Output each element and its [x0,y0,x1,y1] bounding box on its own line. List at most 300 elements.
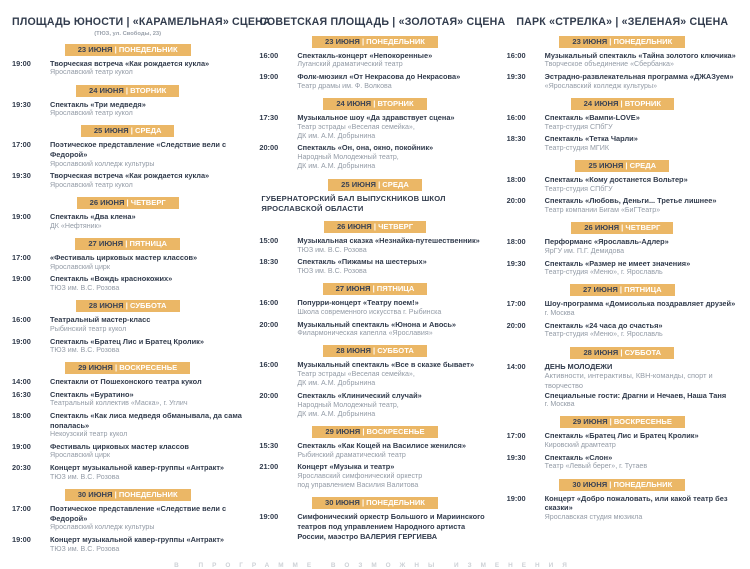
weekday-label: | ПОНЕДЕЛЬНИК [114,44,178,54]
event-venue: под управлением Василия Валитова [297,481,419,490]
event-venue: Рыбинский драматический театр [297,450,406,459]
weekday-label: | ПОНЕДЕЛЬНИК [114,490,178,500]
day-section [12,300,243,355]
event-body [285,143,490,171]
event-body [533,431,738,450]
event-venue: Некоузский театр кукол [50,430,128,439]
day-section [259,426,490,490]
event-row [507,453,738,472]
event-title: Спектакль «Два клена» [50,212,136,222]
event-body [285,360,490,388]
event-time: 19:30 [506,258,526,268]
event-row [12,411,243,439]
date-header [77,197,179,209]
weekday-label: | СУББОТА [373,346,414,356]
weekday-label: | СУББОТА [620,347,662,357]
weekday-label: | ПОНЕДЕЛЬНИК [609,479,673,489]
event-time: 21:00 [259,462,279,472]
event-time: 16:00 [259,50,279,60]
event-time: 17:00 [506,299,526,309]
event-title: Фестиваль цирковых мастер классов [50,441,189,451]
day-section [259,497,490,541]
event-time: 17:00 [506,431,526,441]
event-venue: ДК «Нефтяник» [50,221,102,230]
event-title: ДЕНЬ МОЛОДЕЖИ [544,361,613,371]
date-label: 27 ИЮНЯ [582,285,620,295]
stage-columns [12,14,738,554]
event-venue: ТЮЗ им. В.С. Розова [297,266,367,275]
event-time: 19:00 [12,441,31,451]
event-venue: Театральный коллектив «Маска», г. Углич [50,399,188,408]
date-header [65,362,190,374]
date-header [571,98,674,110]
date-label: 24 ИЮНЯ [583,98,621,108]
day-section [12,362,243,482]
event-title: Шоу-программа «Домисолька поздравляет друзей» [544,299,736,309]
event-title: Творческая встреча «Как рождается кукла» [50,58,210,68]
event-row [507,494,738,522]
event-row [12,171,243,190]
event-venue: Рыбинский театр кукол [50,324,127,333]
stage-title: СОВЕТСКАЯ ПЛОЩАДЬ | «ЗОЛОТАЯ» СЦЕНА [259,16,506,28]
date-label: 23 ИЮНЯ [77,44,115,54]
date-header [312,497,438,509]
event-body [38,442,243,461]
weekday-label: | ЧЕТВЕРГ [126,198,166,208]
event-body [533,237,738,256]
event-body [38,390,243,409]
date-header [559,479,685,491]
event-body [533,494,738,522]
event-time: 19:00 [12,58,31,68]
event-row [12,463,243,482]
event-title: Симфонический оркестр Большого и Мариинского театров под управлением Народного артиста России, маэстро ВАЛЕРИЯ ГЕРГИЕВА [297,512,485,541]
weekday-label: | СРЕДА [625,161,657,171]
event-row [507,113,738,132]
event-time: 19:00 [259,72,279,82]
event-body [38,253,243,272]
day-section [507,36,738,91]
event-venue: Театр-студия «Меню», г. Ярославль [544,268,663,277]
event-row [507,237,738,256]
event-time: 19:00 [506,493,526,503]
date-label: 25 ИЮНЯ [341,179,379,189]
date-label: 26 ИЮНЯ [336,222,374,232]
event-title: Концерт музыкальной кавер-группы «Антракт» [50,463,225,473]
event-time: 20:00 [506,196,526,206]
event-venue: ДК им. А.М. Добрынина [297,379,376,388]
event-venue: «Ярославский колледж культуры» [544,81,658,90]
event-venue: ТЮЗ им. В.С. Розова [50,472,120,481]
event-venue: Театр-студия СПбГУ [544,122,613,131]
event-time: 14:00 [12,377,31,387]
day-section [507,347,738,410]
event-time: 19:30 [506,72,526,82]
event-body [533,299,738,318]
event-time: 20:30 [12,463,31,473]
event-body [533,134,738,153]
event-venue: Ярославский театр кукол [50,68,133,77]
event-time: 17:00 [12,253,31,263]
event-body [285,113,490,141]
weekday-label: | ВОСКРЕСЕНЬЕ [362,427,425,437]
event-time: 16:30 [12,389,31,399]
weekday-label: | ВТОРНИК [620,98,661,108]
event-row [507,134,738,153]
event-time: 20:00 [259,143,279,153]
date-label: 28 ИЮНЯ [583,347,621,357]
event-time: 19:00 [12,274,31,284]
event-venue: Ярославский симфонический оркестр [297,471,423,480]
event-time: 19:30 [506,452,526,462]
event-row [12,535,243,554]
event-time: 19:30 [12,99,31,109]
event-title: Спектакль «Братец Лис и Братец Кролик» [544,431,699,441]
event-title: Музыкальный спектакль «Тайна золотого ключика» [544,50,736,60]
date-label: 26 ИЮНЯ [584,223,622,233]
event-time: 16:00 [259,360,279,370]
day-section [259,36,490,91]
date-label: 28 ИЮНЯ [88,301,126,311]
weekday-label: | ПЯТНИЦА [125,239,167,249]
event-body [38,274,243,293]
event-row [259,298,490,317]
event-title: Спектакль «24 часа до счастья» [544,320,663,330]
event-venue: ТЮЗ им. В.С. Розова [50,346,120,355]
event-venue: ТЮЗ им. В.С. Розова [297,245,367,254]
event-title: Спектакль «Слон» [544,452,613,462]
event-body [285,391,490,419]
stage-title: ПАРК «СТРЕЛКА» | «ЗЕЛЕНАЯ» СЦЕНА [516,16,729,28]
event-row [12,59,243,78]
event-title: Спектакль «Три медведя» [50,99,146,109]
event-title: Спектакль «Братец Лис и Братец Кролик» [50,336,204,346]
event-title: Концерт музыкальной кавер-группы «Антракт» [50,535,225,545]
event-time: 18:00 [506,175,526,185]
event-time: 18:30 [259,257,279,267]
event-body [38,377,243,387]
event-body [38,315,243,334]
event-row [12,140,243,168]
event-time: 19:00 [259,512,279,522]
event-time: 20:00 [259,319,279,329]
event-row [259,257,490,276]
weekday-label: | ВОСКРЕСЕНЬЕ [114,363,178,373]
event-title: Спектакль-концерт «Непокоренные» [297,50,433,60]
event-title: Фолк-мюзикл «От Некрасова до Некрасова» [297,72,461,82]
weekday-label: | ВОСКРЕСЕНЬЕ [609,417,672,427]
day-section [259,345,490,419]
event-title: Спектакль «Вампи-LOVE» [544,112,640,122]
event-venue: Ярославский театр кукол [50,109,133,118]
event-title: Спектакль «Как Кощей на Василисе женился» [297,441,466,451]
event-body [38,59,243,78]
event-title: Концерт «Добро пожаловать, или какой театр без сказки» [544,493,728,513]
day-section [12,197,243,231]
event-title: Попурри-концерт «Театру поем!» [297,298,419,308]
date-label: 29 ИЮНЯ [325,427,363,437]
stage-column-zelenaya [507,14,738,554]
event-body [38,535,243,554]
day-section [507,222,738,277]
event-row [259,320,490,339]
day-section [259,179,490,215]
event-title: Спектакль «Как лиса медведя обманывала, да сама попалась» [50,410,242,430]
event-body [533,321,738,340]
event-title: Спектакли от Пошехонского театра кукол [50,377,202,387]
event-venue: Театр эстрады «Веселая семейка», [297,122,415,131]
event-body [38,171,243,190]
date-header [570,284,675,296]
event-venue: Театр «Левый берег», г. Тутаев [544,462,648,471]
event-body [38,337,243,356]
event-body [533,453,738,472]
day-section [507,98,738,153]
date-header [312,36,438,48]
event-row [507,362,738,410]
event-title: Творческая встреча «Как рождается кукла» [50,171,210,181]
event-row [507,321,738,340]
weekday-label: | ЧЕТВЕРГ [621,223,661,233]
event-row [12,253,243,272]
day-section [507,160,738,215]
event-venue: Театр-студия «Меню», г. Ярославль [544,330,663,339]
event-time: 16:00 [12,315,31,325]
stage-column-zolotaya [259,14,506,554]
event-body [285,51,490,70]
event-venue: Народный Молодежный театр, [297,153,399,162]
event-time: 19:00 [12,336,31,346]
event-venue: ТЮЗ им. В.С. Розова [50,544,120,553]
event-body [285,320,490,339]
event-venue: Театр-студия СПбГУ [544,184,613,193]
event-body [38,212,243,231]
event-time: 18:00 [12,410,31,420]
event-venue: Театр драмы им. Ф. Волкова [297,81,392,90]
event-time: 15:00 [259,236,279,246]
date-header [560,416,685,428]
event-time: 19:30 [12,171,31,181]
event-time: 20:00 [506,320,526,330]
event-time: 16:00 [506,112,526,122]
event-venue: ЯрГУ им. П.Г. Демидова [544,246,625,255]
event-venue: Ярославский колледж культуры [50,159,155,168]
event-title: Спектакль «Размер не имеет значения» [544,258,691,268]
date-header [559,36,685,48]
event-title: Поэтическое представление «Следствие вели с Федорой» [50,504,227,523]
event-row [12,212,243,231]
event-row [507,175,738,194]
event-row [259,360,490,388]
event-time: 20:00 [259,390,279,400]
event-row [259,391,490,419]
event-title: Музыкальная сказка «Незнайка-путешественник» [297,236,480,246]
program-disclaimer: В ПРОГРАММЕ ВОЗМОЖНЫ ИЗМЕНЕНИЯ [174,561,576,569]
event-time: 17:00 [12,140,31,150]
event-title: «Фестиваль цирковых мастер классов» [50,253,198,263]
event-row [507,51,738,70]
event-venue: Школа современного искусства г. Рыбинска [297,307,442,316]
event-row [259,72,490,91]
event-venue: ДК им. А.М. Добрынина [297,131,376,140]
date-header [328,179,422,191]
day-section [12,85,243,119]
event-body [285,298,490,317]
event-venue: Филармоническая капелла «Ярославия» [297,329,433,338]
weekday-label: | ПЯТНИЦА [372,284,415,294]
event-row [12,274,243,293]
event-venue: ДК им. А.М. Добрынина [297,409,376,418]
event-time: 17:30 [259,112,279,122]
date-label: 29 ИЮНЯ [572,417,610,427]
event-venue: Народный Молодежный театр, [297,400,399,409]
event-body [38,100,243,119]
event-row [12,390,243,409]
event-venue: г. Москва [544,309,575,318]
event-time: 16:00 [506,50,526,60]
date-header [575,160,669,172]
event-row [12,442,243,461]
event-row [259,462,490,490]
date-header [570,347,674,359]
event-venue: Ярославский цирк [50,262,110,271]
event-time: 17:00 [12,504,31,514]
date-label: 25 ИЮНЯ [93,126,131,136]
event-venue: Ярославский колледж культуры [50,523,155,532]
date-label: 24 ИЮНЯ [88,85,126,95]
event-row [507,72,738,91]
event-venue: ДК им. А.М. Добрынина [297,162,376,171]
date-label: 23 ИЮНЯ [572,36,610,46]
day-section [259,283,490,338]
event-row [12,504,243,532]
weekday-label: | ВТОРНИК [373,98,414,108]
event-body [533,51,738,70]
stage-subtitle: (ТЮЗ, ул. Свободы, 23) [94,30,162,37]
day-section [12,238,243,293]
event-row [12,377,243,387]
event-title: Спектакль «Кому достанется Вольтер» [544,175,688,185]
weekday-label: | ПЯТНИЦА [619,285,662,295]
event-row [507,299,738,318]
event-venue: Ярославская студия мюзикла [544,512,643,521]
event-venue: Ярославский цирк [50,451,110,460]
event-venue: Кировский драмтеатр [544,440,616,449]
event-body [38,140,243,168]
day-section [507,284,738,339]
event-row [259,113,490,141]
day-section [259,221,490,276]
event-body [533,362,738,410]
event-title: Эстрадно-развлекательная программа «ДЖАЗуем» [544,72,734,82]
event-venue: ТЮЗ им. В.С. Розова [50,284,120,293]
event-title: Спектакль «Буратино» [50,389,134,399]
date-label: 30 ИЮНЯ [325,498,362,508]
event-title: Спектакль «Он, она, окно, покойник» [297,143,434,153]
weekday-label: | СРЕДА [378,179,409,189]
event-title: Музыкальное шоу «Да здравствует сцена» [297,112,455,122]
date-label: 26 ИЮНЯ [89,198,127,208]
date-label: 27 ИЮНЯ [335,284,373,294]
weekday-label: | ВТОРНИК [125,85,167,95]
event-row [12,100,243,119]
date-header [65,489,191,501]
event-title: Концерт «Музыка и театр» [297,462,395,472]
date-header [571,222,673,234]
event-venue: Театр-студия МГИК [544,143,609,152]
event-time: 19:00 [12,535,31,545]
event-guests: Специальные гости: Драгни и Нечаев, Наша Таня [544,390,727,400]
weekday-label: | ЧЕТВЕРГ [373,222,414,232]
event-row [507,259,738,278]
date-header [65,44,191,56]
weekday-label: | ПОНЕДЕЛЬНИК [361,36,425,46]
event-venue: г. Москва [544,400,575,409]
day-section [12,44,243,78]
event-row [259,441,490,460]
event-body [38,504,243,532]
event-body [285,257,490,276]
date-label: 25 ИЮНЯ [588,161,626,171]
date-label: 27 ИЮНЯ [88,239,126,249]
event-title: Спектакль «Любовь, Деньги... Третье лишнее» [544,196,717,206]
event-body [533,113,738,132]
event-title: Музыкальный спектакль «Юнона и Авось» [297,319,456,329]
event-row [259,512,490,541]
day-section [507,416,738,471]
event-venue: Творческое объединение «Сбербанка» [544,60,674,69]
event-title: Спектакль «Вождь краснокожих» [50,274,173,284]
event-body [533,196,738,215]
weekday-label: | ПОНЕДЕЛЬНИК [609,36,673,46]
event-row [12,337,243,356]
event-row [259,143,490,171]
event-time: 14:00 [506,361,526,371]
weekday-label: | ПОНЕДЕЛЬНИК [361,498,425,508]
event-title: Перформанс «Ярославль-Адлер» [544,237,669,247]
day-section [507,479,738,522]
event-row [259,236,490,255]
date-header [323,283,428,295]
event-time: 15:30 [259,441,279,451]
weekday-label: | СРЕДА [130,126,162,136]
event-venue: Ярославский театр кукол [50,180,133,189]
day-section [259,98,490,172]
stage-title: ПЛОЩАДЬ ЮНОСТИ | «КАРАМЕЛЬНАЯ» СЦЕНА [12,16,271,28]
event-title: Поэтическое представление «Следствие вели с Федорой» [50,140,227,160]
date-header [323,98,426,110]
event-time: 19:00 [12,212,31,222]
date-header [81,125,175,137]
date-header [323,345,427,357]
event-body [38,411,243,439]
date-header [312,426,437,438]
date-label: 24 ИЮНЯ [336,98,374,108]
day-section [12,125,243,190]
event-body [533,175,738,194]
event-body [285,462,490,490]
event-title: Спектакль «Клинический случай» [297,390,422,400]
event-row [507,431,738,450]
event-description: Активности, интерактивы, КВН-команды, спорт и творчество [544,371,713,390]
date-label: 23 ИЮНЯ [325,36,362,46]
event-venue: Театр компании Бигам «БиГТеатр» [544,206,661,215]
date-header [324,221,426,233]
event-body [285,512,490,541]
event-title: Спектакль «Тетка Чарли» [544,134,638,144]
weekday-label: | СУББОТА [125,301,167,311]
event-row [507,196,738,215]
